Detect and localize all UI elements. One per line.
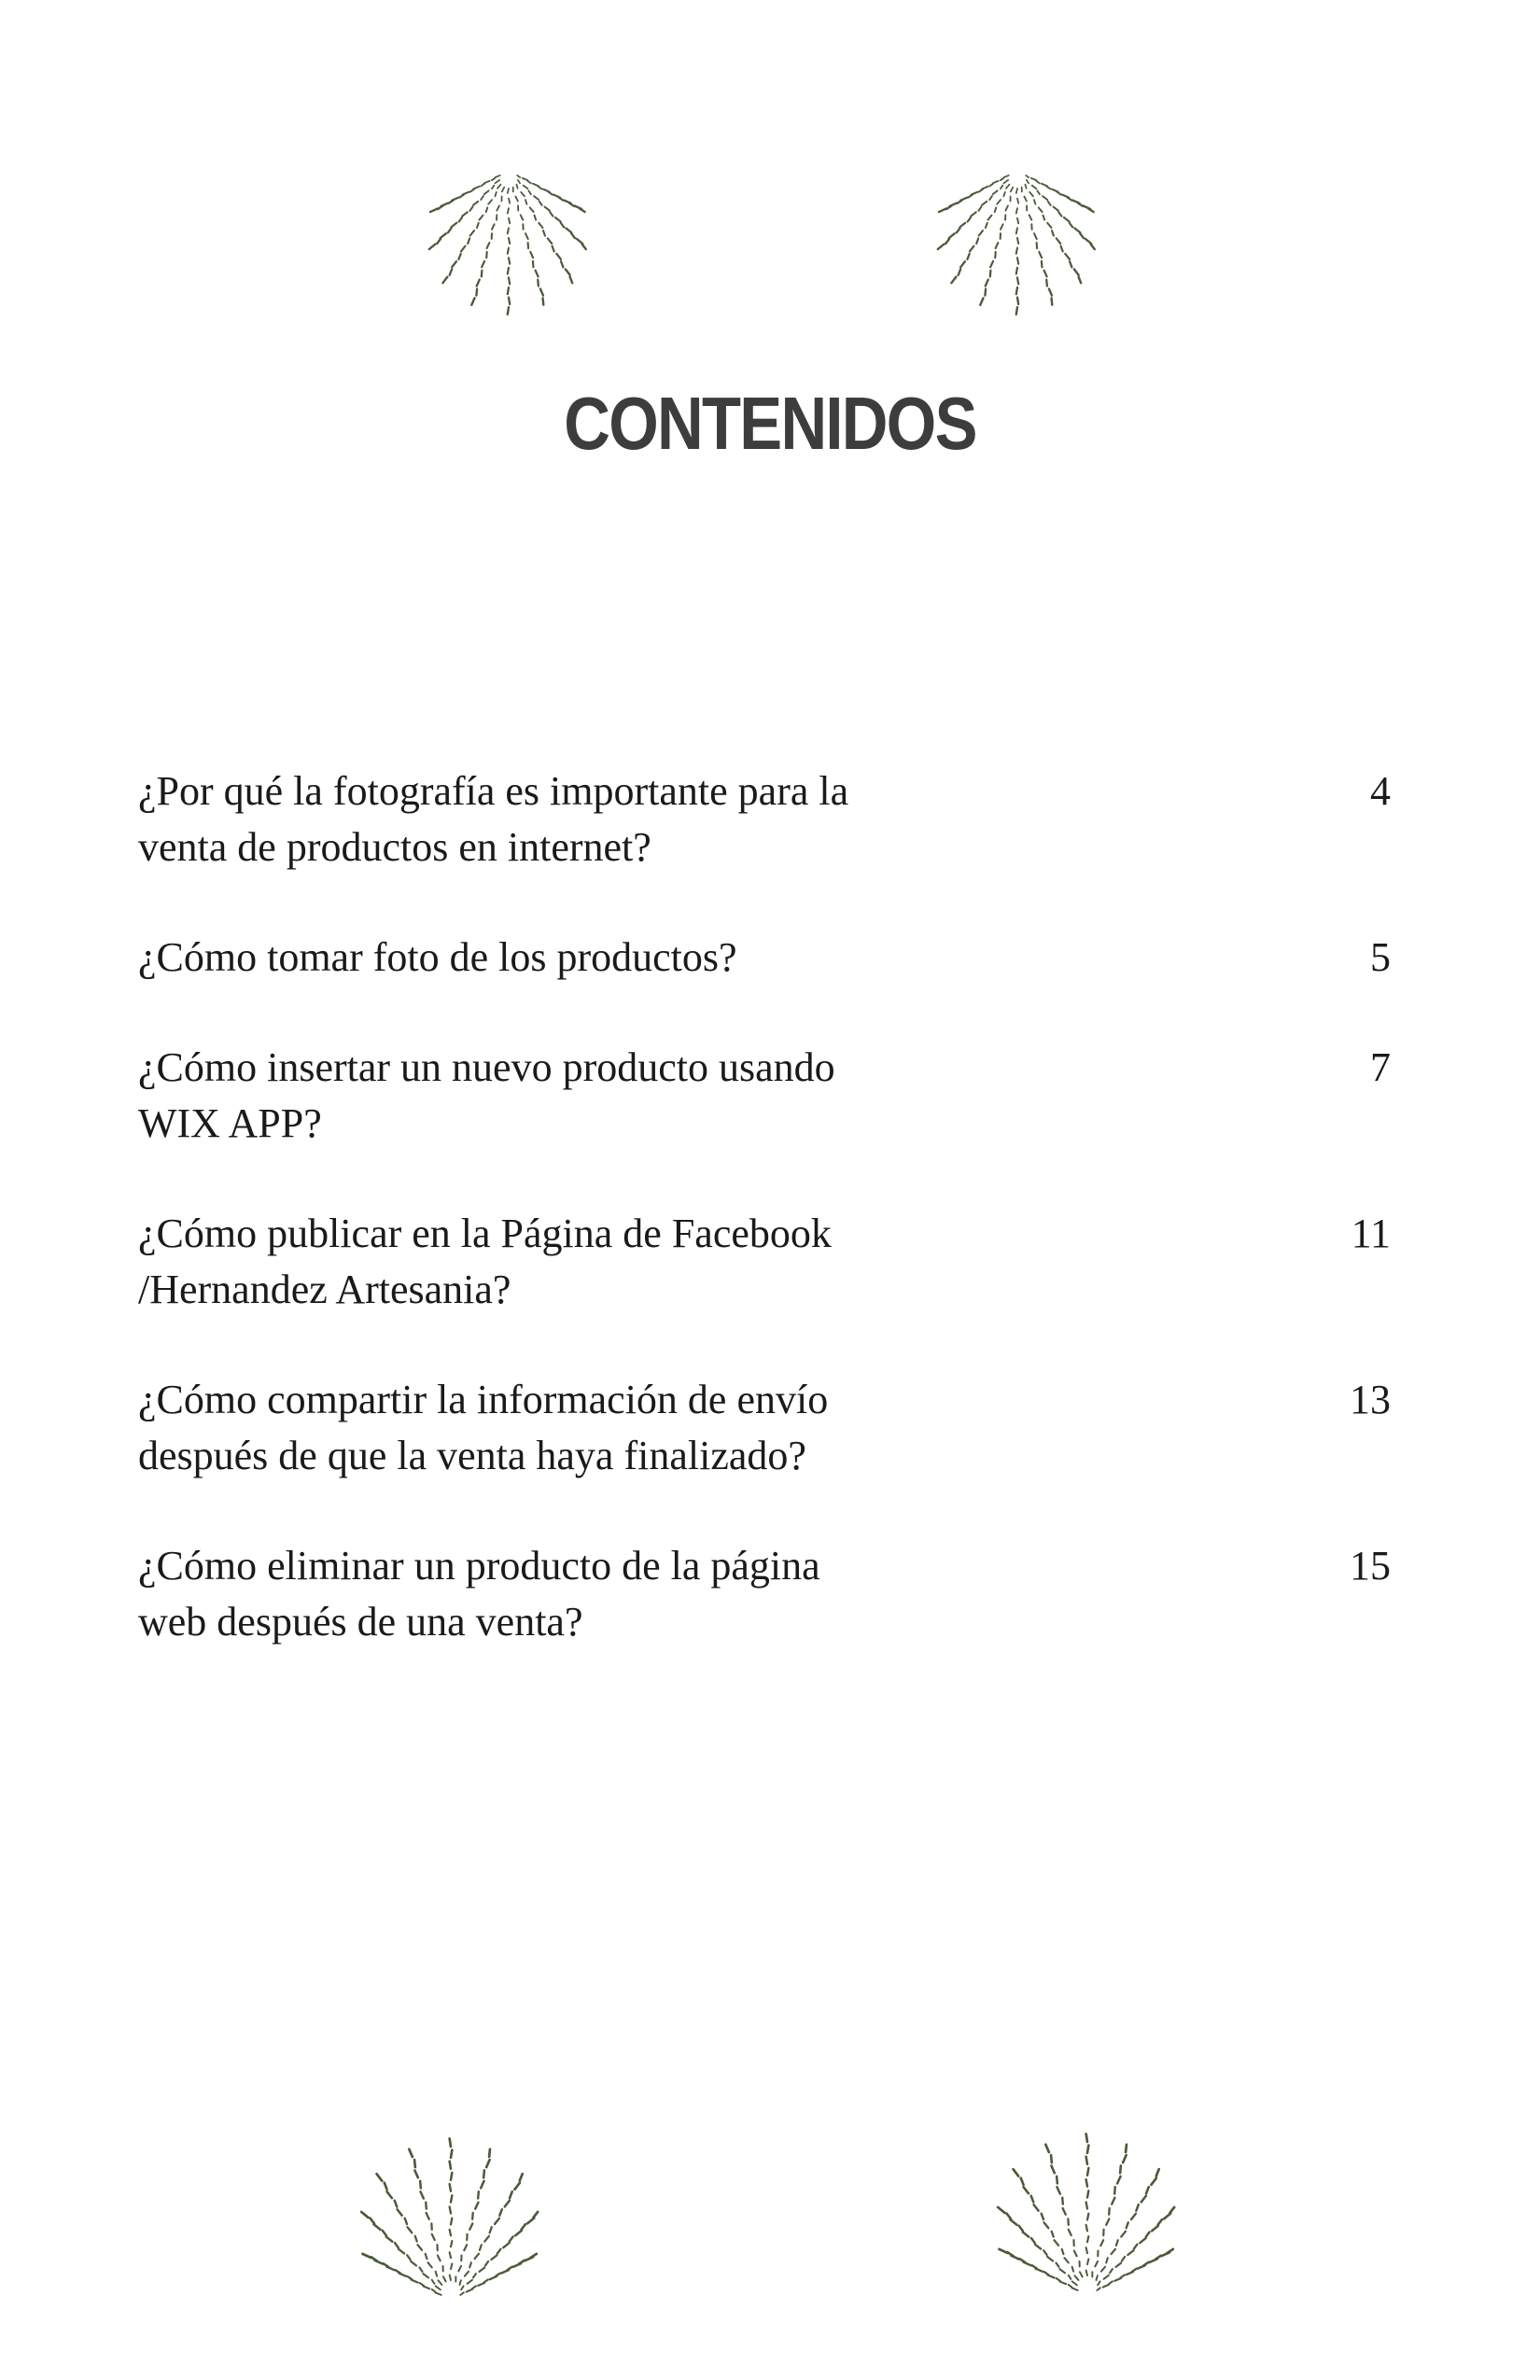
- toc-page-number: 15: [1350, 1543, 1391, 1589]
- toc-page-number: 13: [1350, 1377, 1391, 1422]
- toc-entry[interactable]: [138, 1040, 1391, 1152]
- toc-page-number: 5: [1370, 934, 1391, 980]
- toc-entry-title: ¿Por qué la fotografía es importante para la venta de productos en internet?: [138, 768, 849, 870]
- toc-entry-title: ¿Cómo compartir la información de envío después de que la venta haya finalizado?: [138, 1377, 829, 1478]
- toc-entry-title: ¿Cómo tomar foto de los productos?: [138, 934, 737, 980]
- fan-ornament-icon: [343, 2137, 558, 2305]
- toc-entry-title: ¿Cómo publicar en la Página de Facebook /Hernandez Artesania?: [138, 1211, 832, 1312]
- toc-page-number: 4: [1370, 768, 1391, 814]
- toc-entry[interactable]: [138, 763, 1391, 875]
- toc-page-number: 11: [1351, 1211, 1391, 1256]
- toc-entry[interactable]: [138, 1538, 1391, 1650]
- table-of-contents: [138, 763, 1391, 1704]
- fan-ornament-icon: [415, 166, 602, 315]
- toc-entry[interactable]: [138, 1372, 1391, 1484]
- fan-ornament-icon: [980, 2133, 1195, 2301]
- page-title: CONTENIDOS: [564, 382, 976, 465]
- toc-entry-title: ¿Cómo eliminar un producto de la página web después de una venta?: [138, 1543, 820, 1645]
- fan-ornament-icon: [924, 166, 1111, 315]
- toc-entry[interactable]: [138, 930, 1391, 986]
- toc-entry[interactable]: [138, 1206, 1391, 1318]
- toc-page-number: 7: [1370, 1044, 1391, 1090]
- toc-entry-title: ¿Cómo insertar un nuevo producto usando WIX APP?: [138, 1044, 835, 1146]
